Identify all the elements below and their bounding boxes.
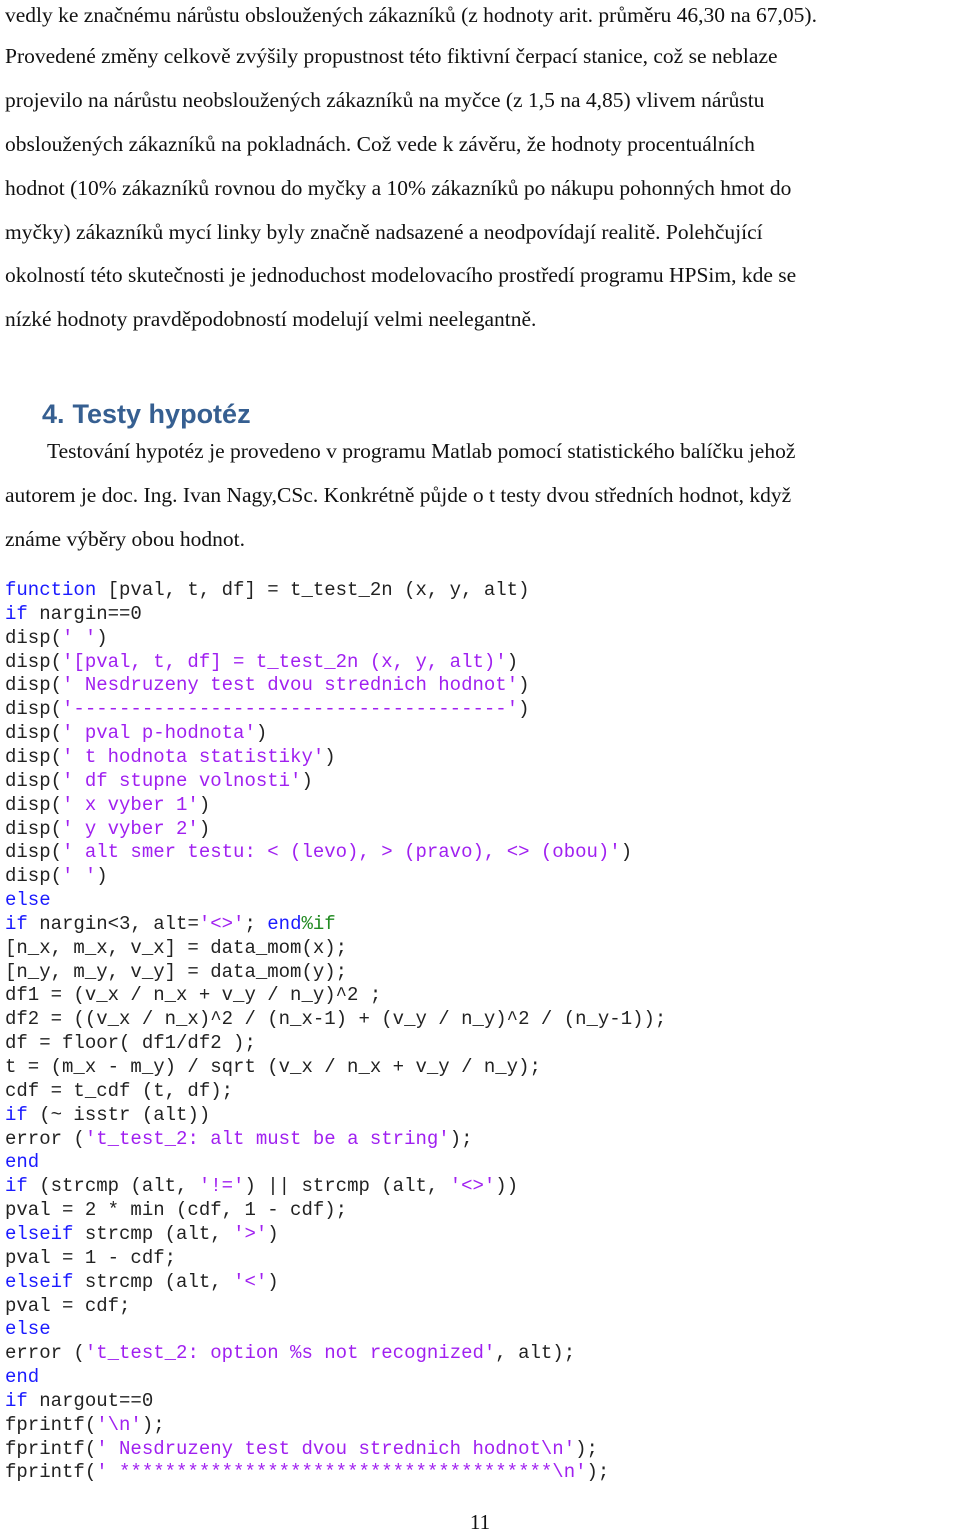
code-line — [5, 840, 632, 864]
code-line — [5, 960, 347, 984]
code-line — [5, 1365, 39, 1389]
code-text: ) — [198, 793, 211, 816]
text-line: nízké hodnoty pravděpodobností modelují velmi neelegantně. — [5, 307, 537, 331]
code-text: disp( — [5, 722, 63, 745]
code-text: nargin==0 — [27, 602, 142, 625]
code-line — [5, 1389, 153, 1413]
code-text: [n_x, m_x, v_x] = data_mom(x); — [5, 936, 348, 959]
code-string: ' pval p-hodnota' — [62, 722, 256, 745]
code-text: error ( — [5, 1127, 85, 1150]
code-line — [5, 1127, 473, 1151]
code-text: pval = 1 - cdf; — [5, 1246, 177, 1269]
code-text: disp( — [5, 841, 63, 864]
code-text: disp( — [5, 745, 63, 768]
code-text: strcmp (alt, — [73, 1222, 234, 1245]
code-line — [5, 1031, 256, 1055]
section-number: 4. — [42, 399, 65, 429]
text-line: vedly ke značnému nárůstu obsloužených zákazníků (z hodnoty arit. průměru 46,30 na 67,05). — [5, 3, 817, 27]
code-text: strcmp (alt, — [73, 1270, 234, 1293]
text-line: Testování hypotéz je provedeno v programu Matlab pomocí statistického balíčku jehož — [47, 439, 796, 463]
code-text: ) — [518, 698, 530, 721]
text-line: myčky) zákazníků mycí linky byly značně nadsazené a neodpovídají realitě. Polehčující — [5, 220, 763, 244]
code-string: 't_test_2: option %s not recognized' — [84, 1342, 496, 1365]
code-line — [5, 1341, 575, 1365]
text-line: obsloužených zákazníků na pokladnách. Což vede k závěru, že hodnoty procentuálních — [5, 132, 755, 156]
code-text: , alt); — [495, 1342, 576, 1365]
code-text: )) — [495, 1175, 519, 1198]
code-text: disp( — [5, 674, 63, 697]
code-line — [5, 745, 336, 769]
code-text: ) — [506, 650, 519, 673]
code-text: df2 = ((v_x / n_x)^2 / (n_x-1) + (v_y / n_y)^2 / (n_y-1)); — [5, 1008, 667, 1031]
code-text: ) — [324, 745, 336, 768]
code-keyword: elseif — [5, 1270, 74, 1293]
code-line — [5, 1294, 130, 1318]
code-keyword: else — [5, 889, 51, 912]
code-text: ) — [267, 1270, 279, 1293]
code-string: ' t hodnota statistiky' — [62, 745, 325, 768]
text-line: hodnot (10% zákazníků rovnou do myčky a 10% zákazníků po nákupu pohonných hmot do — [5, 176, 792, 200]
code-keyword: function — [5, 579, 97, 601]
code-string: ' y vyber 2' — [62, 817, 199, 840]
code-line — [5, 1103, 210, 1127]
code-line — [5, 983, 381, 1007]
code-line — [5, 1246, 176, 1270]
code-line — [5, 1460, 609, 1484]
code-text: pval = cdf; — [5, 1294, 131, 1317]
code-string: 't_test_2: alt must be a string' — [84, 1127, 450, 1150]
code-line — [5, 769, 313, 793]
code-keyword: elseif — [5, 1222, 74, 1245]
section-heading — [42, 396, 251, 432]
code-text: t = (m_x - m_y) / sqrt (v_x / n_x + v_y / n_y); — [5, 1056, 541, 1078]
code-line — [5, 936, 347, 960]
code-keyword: else — [5, 1318, 51, 1341]
code-string: '<>' — [198, 912, 245, 935]
code-text: fprintf( — [5, 1461, 97, 1484]
code-line — [5, 817, 210, 841]
code-keyword: if — [5, 1175, 28, 1198]
code-line — [5, 1198, 347, 1222]
code-keyword: end — [5, 1366, 40, 1389]
code-string: '\n' — [96, 1413, 142, 1436]
code-line — [5, 721, 267, 745]
code-line — [5, 1079, 233, 1103]
code-line — [5, 1437, 598, 1461]
code-text: ); — [575, 1437, 598, 1460]
code-line — [5, 650, 518, 674]
code-line — [5, 864, 108, 888]
code-text: fprintf( — [5, 1413, 97, 1436]
code-text: pval = 2 * min (cdf, 1 - cdf); — [5, 1199, 348, 1222]
section-title: Testy hypotéz — [72, 399, 251, 429]
code-line — [5, 1413, 165, 1437]
code-string: ' ' — [62, 865, 97, 888]
code-text: (~ isstr (alt)) — [27, 1103, 211, 1126]
code-text: cdf = t_cdf (t, df); — [5, 1079, 234, 1102]
code-text: [n_y, m_y, v_y] = data_mom(y); — [5, 960, 348, 983]
code-text: ); — [586, 1461, 610, 1484]
code-line — [5, 1055, 541, 1079]
code-keyword: end — [5, 1151, 40, 1174]
code-text: ) — [301, 769, 313, 792]
code-text: disp( — [5, 793, 63, 816]
code-keyword: end — [267, 912, 302, 935]
text-line: projevilo na nárůstu neobsloužených zákazníků na myčce (z 1,5 na 4,85) vlivem nárůstu — [5, 88, 765, 112]
code-string: ' Nesdruzeny test dvou strednich hodnot' — [62, 674, 519, 697]
code-text: nargin<3, alt= — [27, 912, 199, 935]
code-string: '<' — [233, 1270, 268, 1293]
text-line: známe výběry obou hodnot. — [5, 527, 246, 551]
code-keyword: if — [5, 1103, 28, 1126]
text-line: okolností této skutečnosti je jednoduchost modelovacího prostředí programu HPSim, kde se — [5, 263, 797, 287]
page-number: 11 — [469, 1510, 491, 1534]
code-line — [5, 1007, 666, 1031]
code-line — [5, 578, 530, 602]
code-text: disp( — [5, 698, 63, 721]
code-text: ) — [96, 626, 108, 649]
code-line — [5, 1222, 279, 1246]
code-text: ; — [244, 912, 268, 935]
code-line — [5, 697, 530, 721]
code-keyword: if — [5, 912, 28, 935]
code-line — [5, 1174, 518, 1198]
code-text: fprintf( — [5, 1437, 97, 1460]
code-text: ) — [620, 841, 633, 864]
code-keyword: if — [5, 602, 28, 625]
code-text: [pval, t, df] = t_test_2n (x, y, alt) — [96, 579, 530, 601]
code-line — [5, 673, 530, 697]
code-string: ' ' — [62, 626, 97, 649]
code-comment: %if — [301, 912, 336, 935]
code-text: (strcmp (alt, — [27, 1175, 199, 1198]
code-line — [5, 888, 51, 912]
code-keyword: if — [5, 1389, 28, 1412]
code-text: ) — [198, 817, 211, 840]
code-string: '[pval, t, df] = t_test_2n (x, y, alt)' — [62, 650, 507, 673]
text-line: autorem je doc. Ing. Ivan Nagy,CSc. Konkrétně půjde o t testy dvou středních hodnot, když — [5, 483, 792, 507]
code-text: ) || strcmp (alt, — [244, 1175, 450, 1198]
code-string: ' **************************************\n' — [96, 1461, 587, 1484]
code-line — [5, 793, 210, 817]
code-line — [5, 1270, 279, 1294]
code-text: ); — [449, 1127, 473, 1150]
code-text: disp( — [5, 769, 63, 792]
code-text: ) — [255, 722, 268, 745]
code-string: '<>' — [449, 1175, 496, 1198]
code-string: ' x vyber 1' — [62, 793, 199, 816]
text-line: Provedené změny celkově zvýšily propustnost této fiktivní čerpací stanice, což se neblaze — [5, 44, 778, 68]
code-text: ); — [141, 1413, 165, 1436]
code-text: df1 = (v_x / n_x + v_y / n_y)^2 ; — [5, 984, 382, 1007]
code-line — [5, 1317, 51, 1341]
code-line — [5, 626, 108, 650]
code-text: disp( — [5, 650, 63, 673]
code-string: ' Nesdruzeny test dvou strednich hodnot\n' — [96, 1437, 576, 1460]
code-text: nargout==0 — [27, 1389, 154, 1412]
code-string: '>' — [233, 1222, 268, 1245]
code-text: df = floor( df1/df2 ); — [5, 1032, 256, 1055]
code-text: disp( — [5, 865, 63, 888]
code-string: ' alt smer testu: < (levo), > (pravo), <> (obou)' — [62, 841, 621, 864]
code-text: ) — [518, 674, 530, 697]
code-string: '!=' — [198, 1175, 245, 1198]
code-line — [5, 602, 142, 626]
code-line — [5, 1150, 39, 1174]
code-string: ' df stupne volnosti' — [62, 769, 302, 792]
code-text: disp( — [5, 626, 63, 649]
code-text: disp( — [5, 817, 63, 840]
code-string: '--------------------------------------' — [62, 698, 519, 721]
code-line — [5, 912, 336, 936]
code-text: error ( — [5, 1342, 85, 1365]
code-text: ) — [96, 865, 108, 888]
code-text: ) — [267, 1222, 279, 1245]
